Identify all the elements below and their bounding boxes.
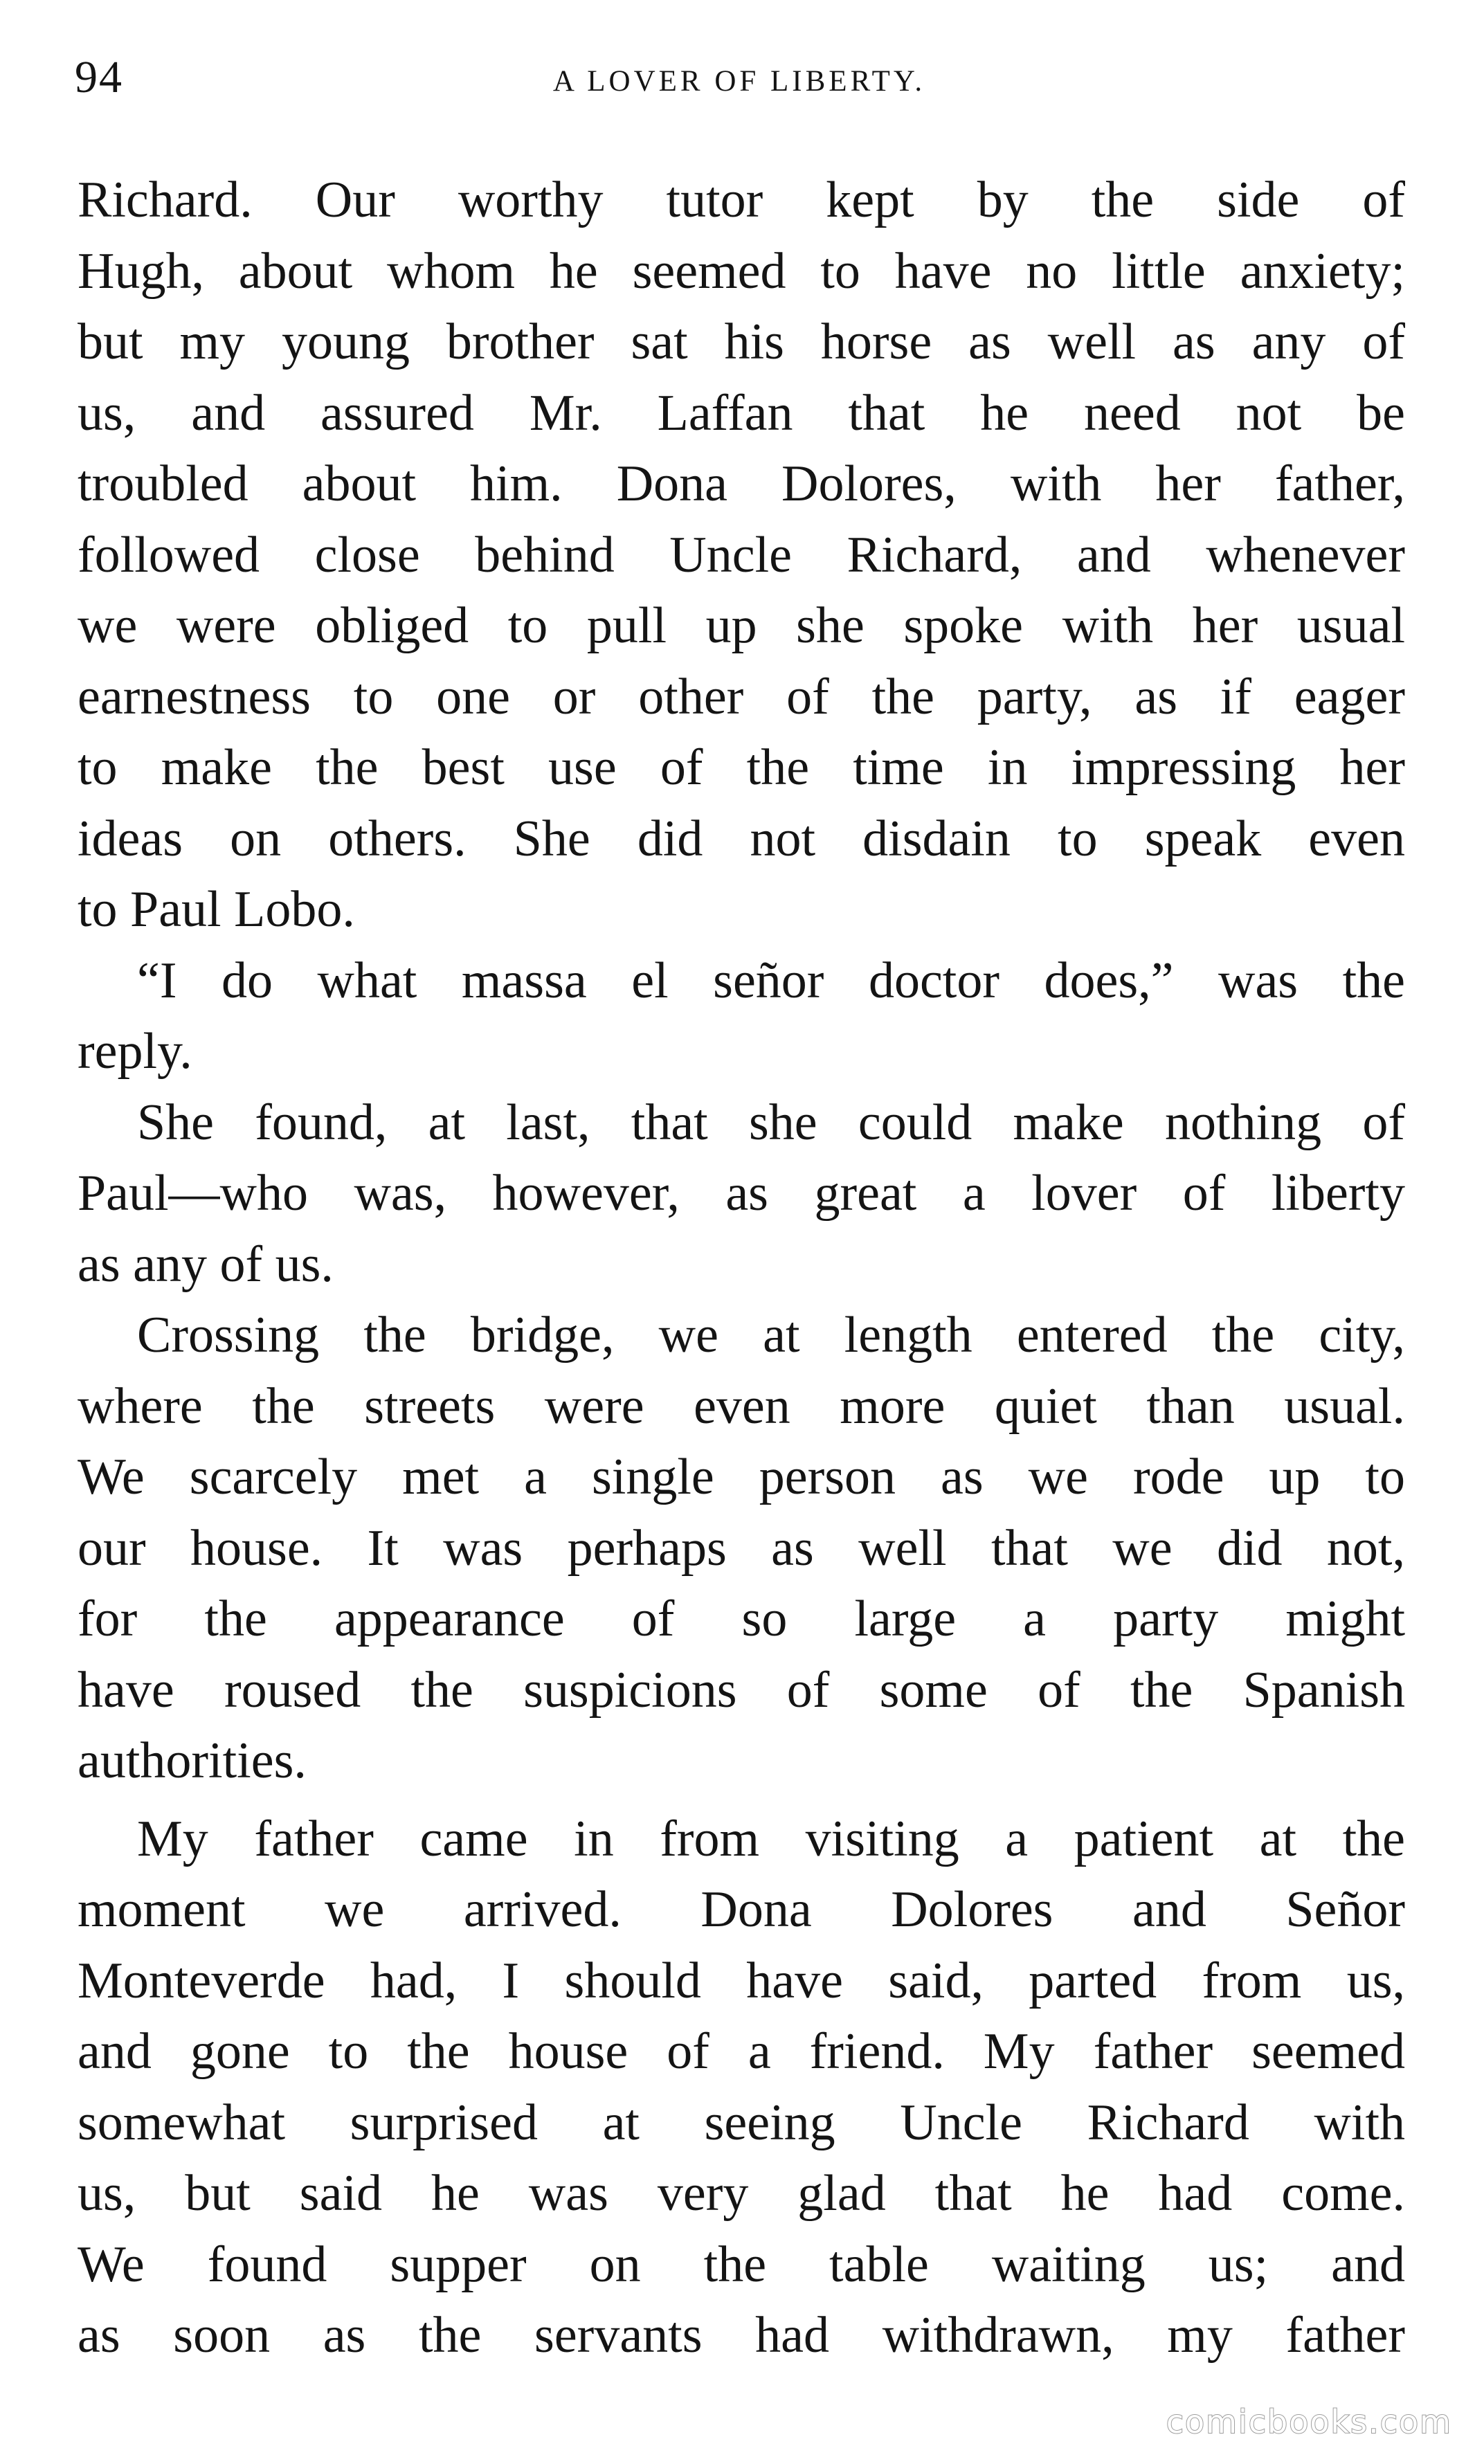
- text-line: troubled about him. Dona Dolores, with her father,: [78, 455, 1405, 512]
- text-line: Crossing the bridge, we at length entered the city,: [137, 1307, 1405, 1364]
- text-line: us, and assured Mr. Laffan that he need not be: [78, 384, 1405, 442]
- page-number: 94: [75, 52, 123, 102]
- text-line: Paul—who was, however, as great a lover of liberty: [78, 1165, 1405, 1222]
- text-line: and gone to the house of a friend. My father seemed: [78, 2023, 1405, 2080]
- text-line: She found, at last, that she could make nothing of: [137, 1094, 1405, 1151]
- text-line: We scarcely met a single person as we rode up to: [78, 1449, 1405, 1505]
- text-line: our house. It was perhaps as well that we did not,: [78, 1519, 1405, 1577]
- text-line: for the appearance of so large a party might: [78, 1591, 1405, 1647]
- text-line: somewhat surprised at seeing Uncle Richard with: [78, 2094, 1405, 2151]
- text-line: “I do what massa el señor doctor does,” was the: [137, 952, 1405, 1009]
- text-line: Richard. Our worthy tutor kept by the side of: [78, 172, 1405, 228]
- text-line: followed close behind Uncle Richard, and whenever: [78, 526, 1405, 583]
- text-line: reply.: [78, 1023, 192, 1080]
- watermark: comicbooks.com: [1166, 2403, 1452, 2440]
- text-line: to Paul Lobo.: [78, 881, 355, 938]
- paragraph-gap: [78, 1797, 1405, 1804]
- page-header: [75, 43, 1404, 112]
- text-line: Monteverde had, I should have said, parted from us,: [78, 1952, 1405, 2009]
- body-text: [78, 165, 1405, 2371]
- text-line: to make the best use of the time in impressing her: [78, 739, 1405, 796]
- text-line: authorities.: [78, 1732, 307, 1789]
- text-line: have roused the suspicions of some of the Spanish: [78, 1661, 1405, 1719]
- text-line: We found supper on the table waiting us; and: [78, 2236, 1405, 2293]
- text-line: we were obliged to pull up she spoke with her usual: [78, 597, 1405, 654]
- text-line: but my young brother sat his horse as well as any of: [78, 314, 1405, 370]
- text-line: us, but said he was very glad that he had come.: [78, 2165, 1405, 2222]
- text-line: as soon as the servants had withdrawn, my father: [78, 2307, 1405, 2364]
- text-line: moment we arrived. Dona Dolores and Señor: [78, 1881, 1405, 1938]
- text-line: Hugh, about whom he seemed to have no little anxiety;: [78, 242, 1405, 300]
- text-line: ideas on others. She did not disdain to speak even: [78, 810, 1405, 867]
- text-line: My father came in from visiting a patient at the: [137, 1810, 1405, 1867]
- running-title: A LOVER OF LIBERTY.: [552, 65, 926, 98]
- text-line: earnestness to one or other of the party, as if eager: [78, 668, 1405, 725]
- text-line: as any of us.: [78, 1235, 334, 1293]
- text-line: where the streets were even more quiet than usual.: [78, 1377, 1405, 1435]
